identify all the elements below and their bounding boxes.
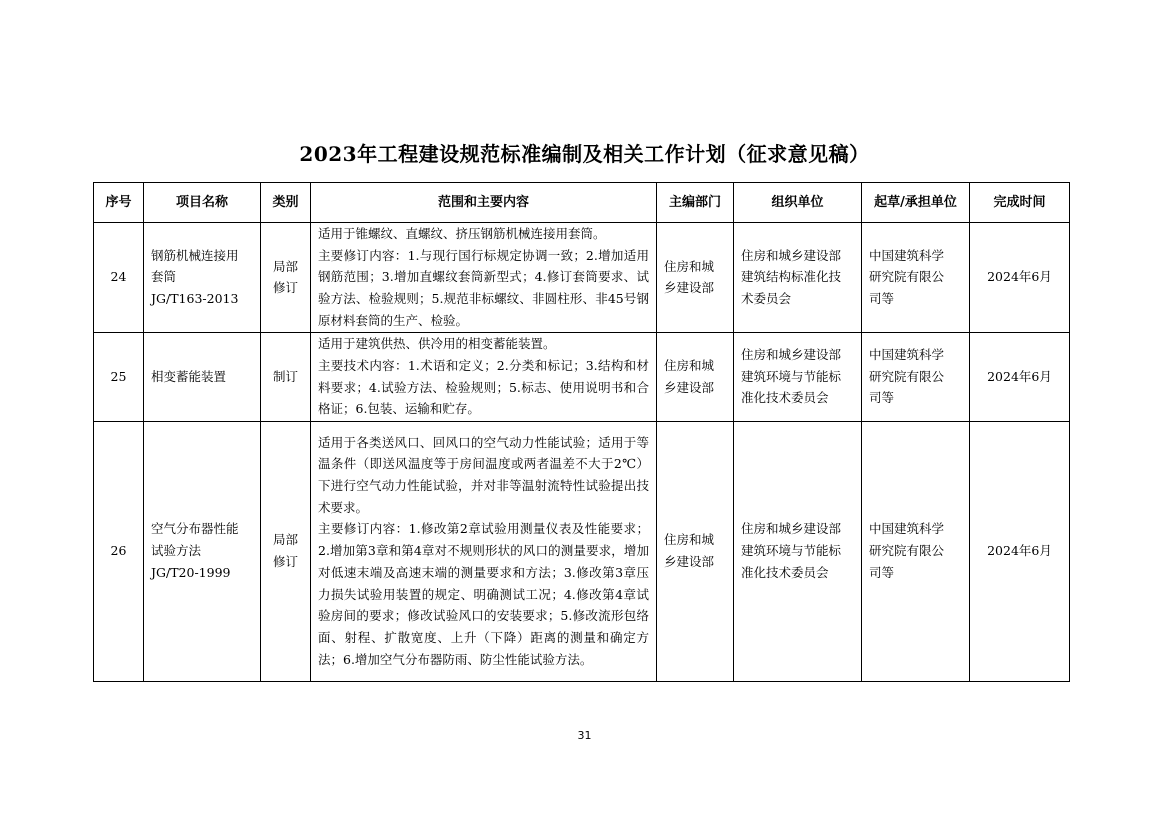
row-time: 2024年6月 [970, 332, 1070, 421]
row-name: 钢筋机械连接用 套筒 JG/T163-2013 [144, 223, 261, 333]
row-drafter: 中国建筑科学 研究院有限公 司等 [862, 223, 970, 333]
header-category: 类别 [261, 183, 311, 223]
row-category: 局部 修订 [261, 223, 311, 333]
row-category: 局部 修订 [261, 421, 311, 681]
row-time: 2024年6月 [970, 223, 1070, 333]
header-scope: 范围和主要内容 [311, 183, 657, 223]
row-name: 相变蓄能装置 [144, 332, 261, 421]
header-no: 序号 [94, 183, 144, 223]
row-name: 空气分布器性能 试验方法 JG/T20-1999 [144, 421, 261, 681]
table-row [94, 332, 1070, 421]
row-scope: 适用于建筑供热、供冷用的相变蓄能装置。 主要技术内容：1.术语和定义；2.分类和标记；3.结构和材料要求；4.试验方法、检验规则；5.标志、使用说明书和合格证；6.包装、运输和贮存。 [311, 332, 657, 421]
plan-table [93, 182, 1070, 682]
row-dept: 住房和城 乡建设部 [657, 421, 734, 681]
header-dept: 主编部门 [657, 183, 734, 223]
table-header-row [94, 183, 1070, 223]
row-scope: 适用于各类送风口、回风口的空气动力性能试验；适用于等温条件（即送风温度等于房间温度或两者温差不大于2℃）下进行空气动力性能试验，并对非等温射流特性试验提出技术要求。 主要修订内容：1.修改第2章试验用测量仪表及性能要求；2.增加第3章和第4章对不规则形状的风口的测量要求，增加对低速末端及高速末端的测量要求和方法；3.修改第3章压力损失试验用装置的规定、明确测试工况；4.修改第4章试验房间的要求；修改试验风口的安装要求；5.修改流形包络面、射程、扩散宽度、上升（下降）距离的测量和确定方法；6.增加空气分布器防雨、防尘性能试验方法。 [311, 421, 657, 681]
row-org: 住房和城乡建设部 建筑环境与节能标 准化技术委员会 [734, 421, 862, 681]
row-org: 住房和城乡建设部 建筑环境与节能标 准化技术委员会 [734, 332, 862, 421]
row-category: 制订 [261, 332, 311, 421]
header-drafter: 起草/承担单位 [862, 183, 970, 223]
row-dept: 住房和城 乡建设部 [657, 332, 734, 421]
row-time: 2024年6月 [970, 421, 1070, 681]
row-no: 25 [94, 332, 144, 421]
row-dept: 住房和城 乡建设部 [657, 223, 734, 333]
row-org: 住房和城乡建设部 建筑结构标准化技 术委员会 [734, 223, 862, 333]
page-number: 31 [577, 729, 592, 742]
header-time: 完成时间 [970, 183, 1070, 223]
row-drafter: 中国建筑科学 研究院有限公 司等 [862, 421, 970, 681]
row-scope: 适用于锥螺纹、直螺纹、挤压钢筋机械连接用套筒。 主要修订内容：1.与现行国行标规定协调一致；2.增加适用钢筋范围；3.增加直螺纹套筒新型式；4.修订套筒要求、试验方法、检验规则；5.规范非标螺纹、非圆柱形、非45号钢原材料套筒的生产、检验。 [311, 223, 657, 333]
table-row [94, 421, 1070, 681]
page-title: 2023年工程建设规范标准编制及相关工作计划（征求意见稿） [299, 142, 870, 166]
header-name: 项目名称 [144, 183, 261, 223]
row-no: 26 [94, 421, 144, 681]
row-no: 24 [94, 223, 144, 333]
table-row [94, 223, 1070, 333]
header-org: 组织单位 [734, 183, 862, 223]
row-drafter: 中国建筑科学 研究院有限公 司等 [862, 332, 970, 421]
